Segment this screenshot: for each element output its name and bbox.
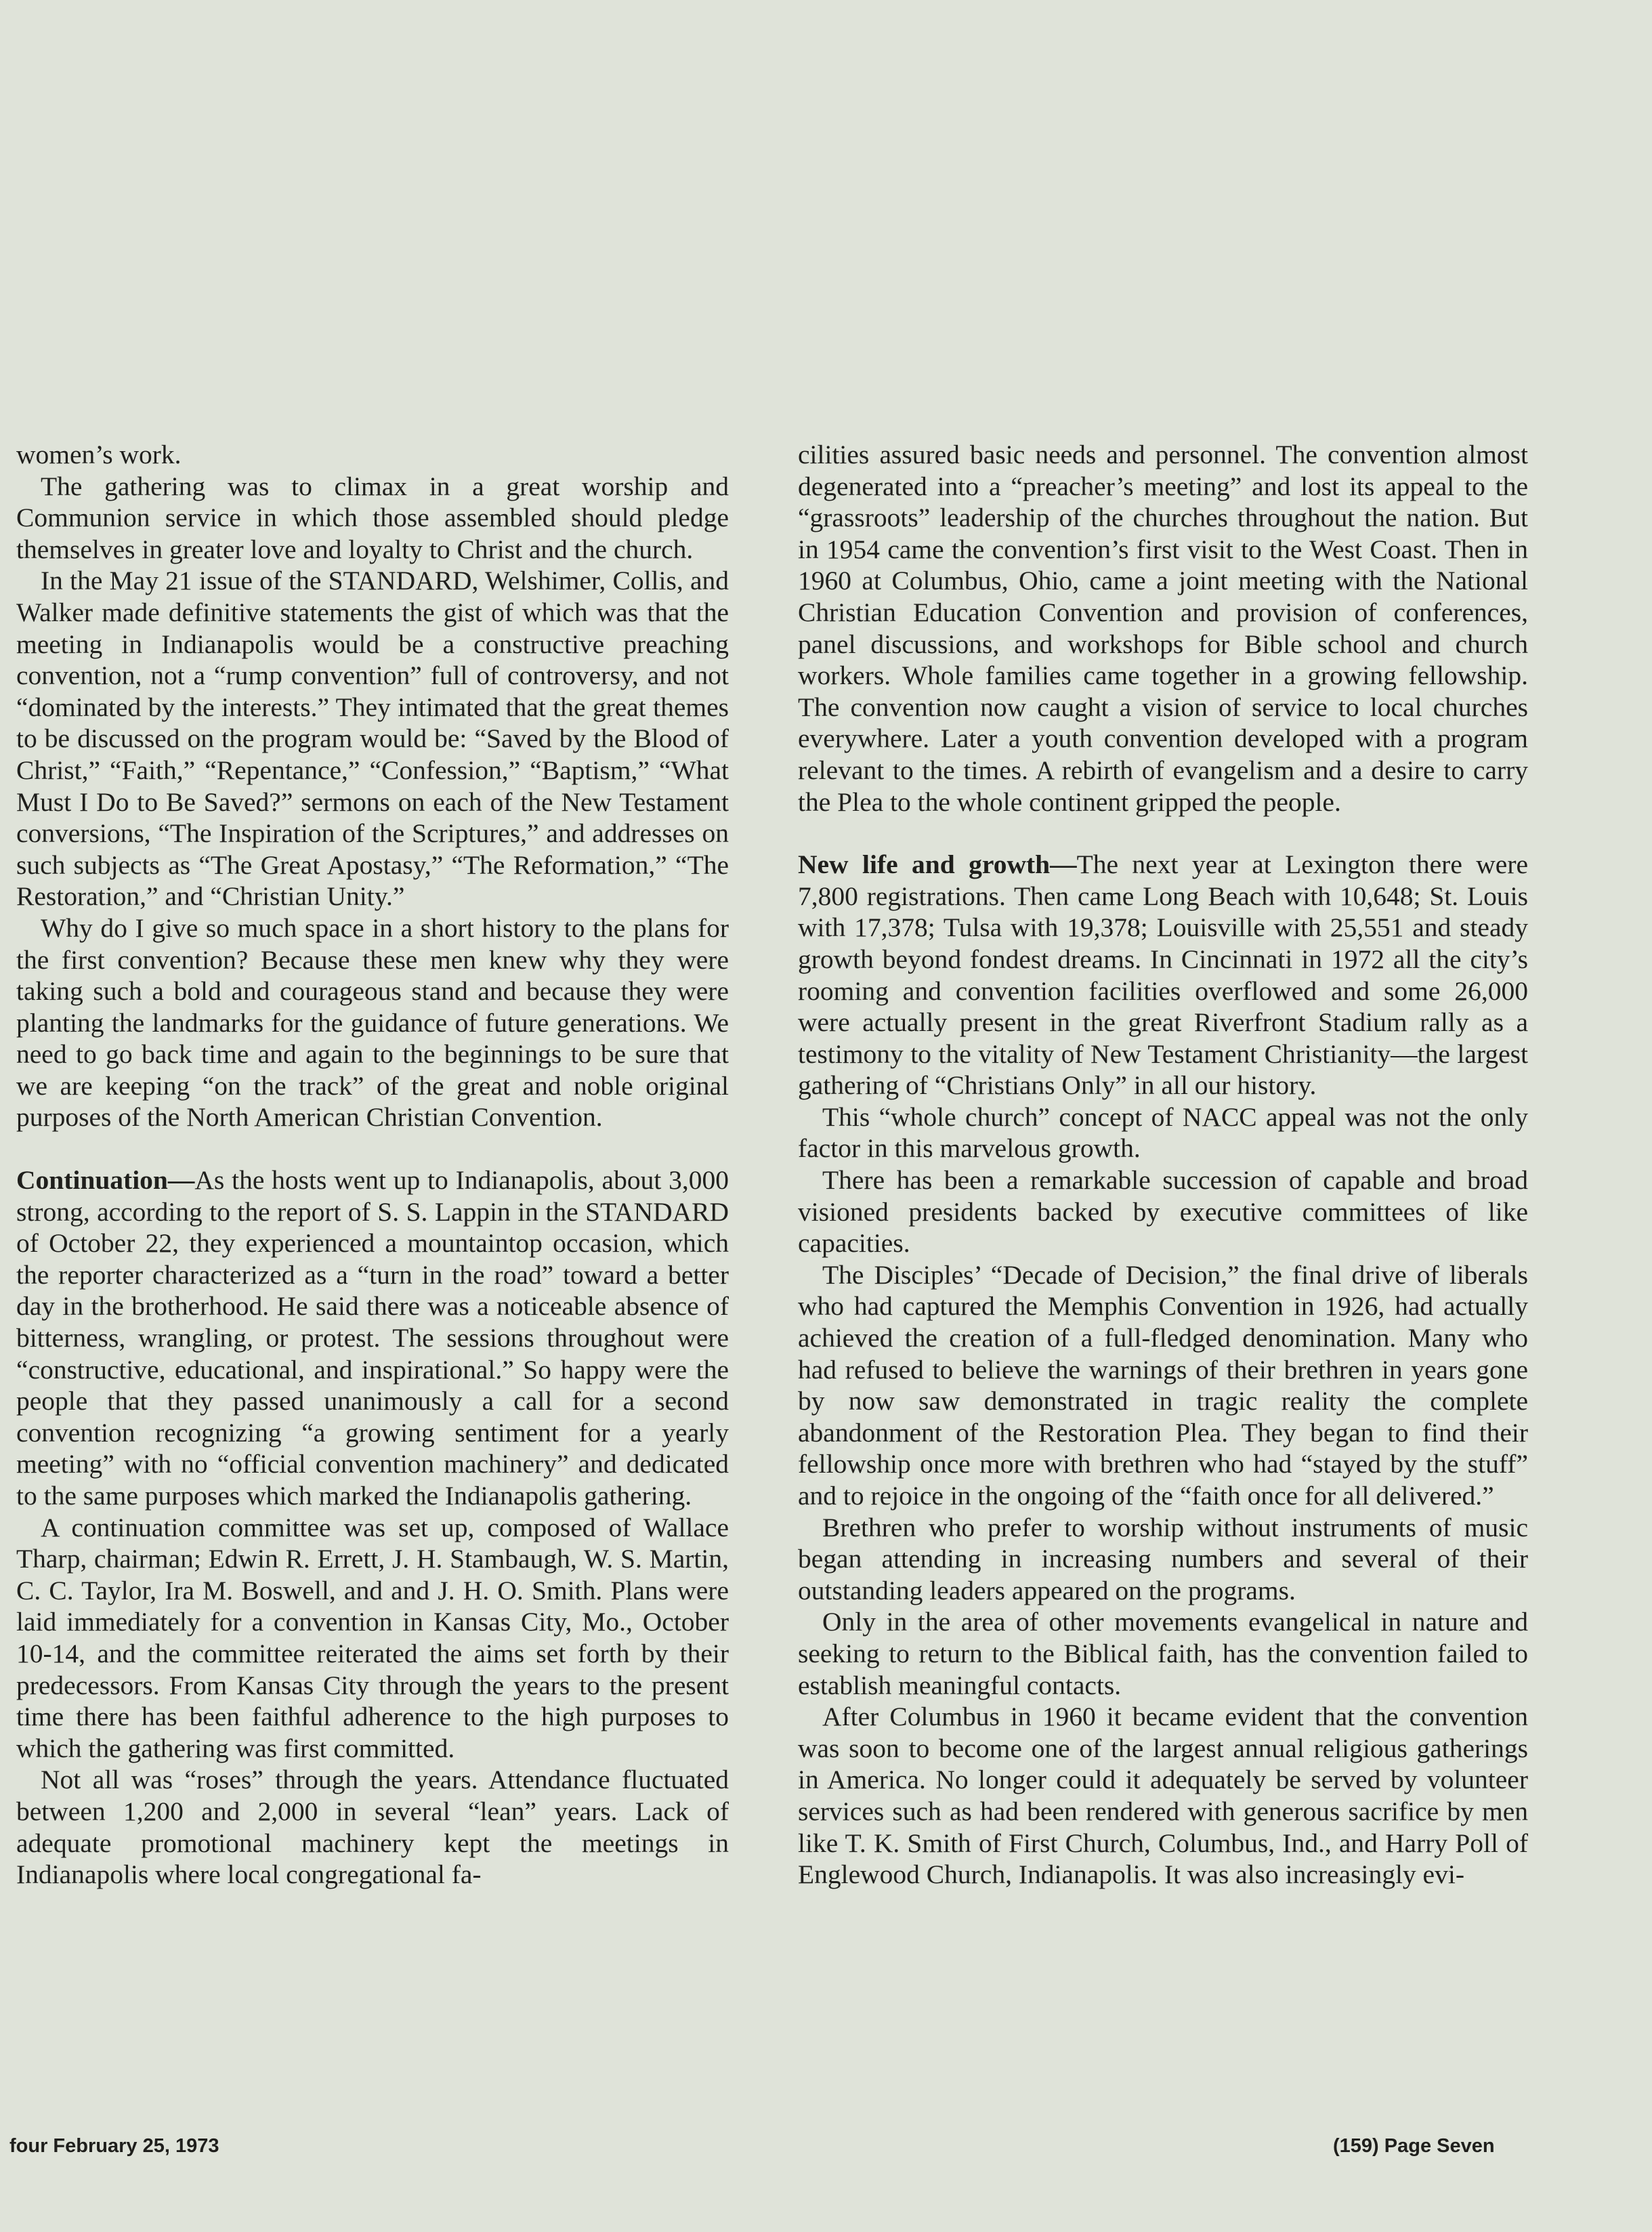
right-column [798,439,1528,1891]
paragraph: Only in the area of other movements evangelical in nature and seeking to return to the Biblical faith, has the convention failed to establish meaningful contacts. [798,1607,1528,1700]
paragraph: This “whole church” concept of NACC appeal was not the only factor in this marvelous growth. [798,1101,1528,1164]
paragraph: In the May 21 issue of the STANDARD, Welshimer, Collis, and Walker made definitive statements the gist of which was that the meeting in Indianapolis would be a constructive preaching convention, not a “rump convention” full of controversy, and not “dominated by the interests.” They intimated that the great themes to be discussed on the program would be: “Saved by the Blood of Christ,” “Faith,” “Repentance,” “Confession,” “Baptism,” “What Must I Do to Be Saved?” sermons on each of the New Testament conversions, “The Inspiration of the Scriptures,” and addresses on such subjects as “The Great Apostasy,” “The Reformation,” “The Restoration,” and “Christian Unity.” [16,566,729,912]
paragraph: The gathering was to climax in a great worship and Communion service in which those assembled should pledge themselves in greater love and loyalty to Christ and the church. [16,471,729,564]
paragraph: After Columbus in 1960 it became evident that the convention was soon to become one of the largest annual religious gatherings in America. No longer could it adequately be served by volunteer services such as had been rendered with generous sacrifice by men like T. K. Smith of First Church, Columbus, Ind., and Harry Poll of Englewood Church, Indianapolis. It was also increasingly evi- [798,1702,1528,1890]
paragraph: women’s work. [16,440,182,469]
section-heading: New life and growth— [798,849,1077,880]
paragraph: Why do I give so much space in a short history to the plans for the first convention? Because these men knew why they were taking such a bold and courageous stand and because they were planting the landmarks for the guidance of future generations. We need to go back time and again to the beginnings to be sure that we are keeping “on the track” of the great and noble original purposes of the North American Christian Convention. [16,912,729,1133]
section-text: As the hosts went up to Indianapolis, about 3,000 strong, according to the report of S. S. Lappin in the STANDARD of October 22, they experienced a mountaintop occasion, which the reporter characterized as a “turn in the road” toward a better day in the brotherhood. He said there was a noticeable absence of bitterness, wrangling, or protest. The sessions throughout were “constructive, educational, and inspirational.” So happy were the people that they passed unanimously a call for a second convention recognizing “a growing sentiment for a yearly meeting” with no “official convention machinery” and dedicated to the same purposes which marked the Indianapolis gathering. [16,1165,729,1511]
footer-page-number: (159) Page Seven [1333,2135,1495,2157]
section-text: The next year at Lexington there were 7,800 registrations. Then came Long Beach with 10,648; St. Louis with 17,378; Tulsa with 19,378; Louisville with 25,551 and steady growth beyond fondest dreams. In Cincinnati in 1972 all the city’s rooming and convention facilities overflowed and some 26,000 were actually present in the great Riverfront Stadium rally as a testimony to the vitality of New Testament Christianity—the largest gathering of “Christians Only” in all our history. [798,849,1529,1101]
paragraph: Not all was “roses” through the years. Attendance fluctuated between 1,200 and 2,000 in several “lean” years. Lack of adequate promotional machinery kept the meetings in Indianapolis where local congregational fa- [16,1765,729,1890]
paragraph: There has been a remarkable succession of capable and broad visioned presidents backed by executive committees of like capacities. [798,1165,1528,1259]
left-column [16,439,729,1891]
paragraph: The Disciples’ “Decade of Decision,” the final drive of liberals who had captured the Memphis Convention in 1926, had actually achieved the creation of a full-fledged denomination. Many who had refused to believe the warnings of their brethren in years gone by now saw demonstrated in tragic reality the complete abandonment of the Restoration Plea. They began to find their fellowship once more with brethren who had “stayed by the stuff” and to rejoice in the ongoing of the “faith once for all delivered.” [798,1259,1528,1511]
paragraph: Brethren who prefer to worship without instruments of music began attending in increasing numbers and several of their outstanding leaders appeared on the programs. [798,1512,1528,1605]
section-paragraph-continuation [16,1164,729,1512]
paragraph: A continuation committee was set up, composed of Wallace Tharp, chairman; Edwin R. Errett, J. H. Stambaugh, W. S. Martin, C. C. Taylor, Ira M. Boswell, and and J. H. O. Smith. Plans were laid immediately for a convention in Kansas City, Mo., October 10-14, and the committee reiterated the aims set forth by their predecessors. From Kansas City through the years to the present time there has been faithful adherence to the high purposes to which the gathering was first committed. [16,1512,729,1763]
footer-date: four February 25, 1973 [9,2135,219,2157]
section-paragraph-new-life [798,849,1528,1101]
section-heading: Continuation— [16,1165,195,1196]
paragraph: cilities assured basic needs and personnel. The convention almost degenerated into a “preacher’s meeting” and lost its appeal to the “grassroots” leadership of the churches throughout the nation. But in 1954 came the convention’s first visit to the West Coast. Then in 1960 at Columbus, Ohio, came a joint meeting with the National Christian Education Convention and provision of conferences, panel discussions, and workshops for Bible school and church workers. Whole families came together in a growing fellowship. The convention now caught a vision of service to local churches everywhere. Later a youth convention developed with a program relevant to the times. A rebirth of evangelism and a desire to carry the Plea to the whole continent gripped the people. [798,440,1528,817]
